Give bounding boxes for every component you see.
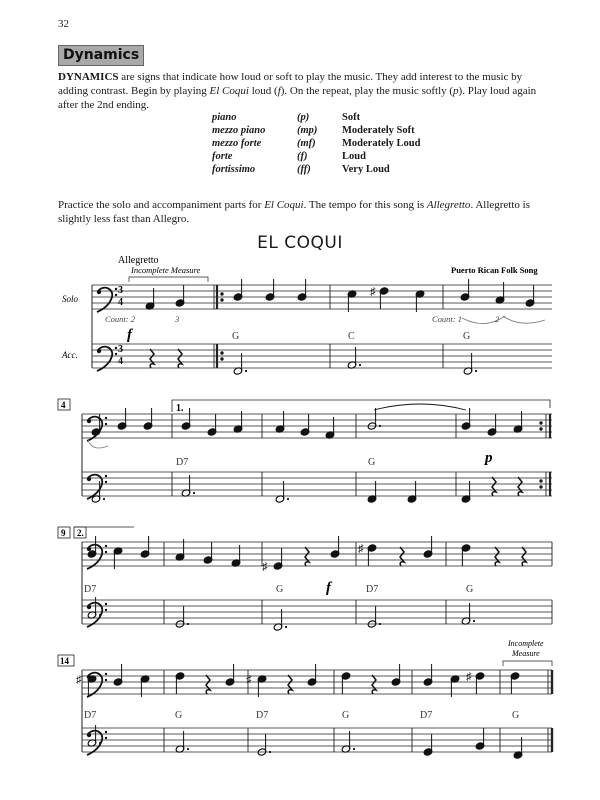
- practice-tempo: Allegretto: [426, 199, 471, 211]
- practice-text-1: Practice the solo and accompaniment parts for: [58, 199, 265, 211]
- repeat-dot: [221, 352, 223, 354]
- intro-f-symbol: f: [277, 85, 281, 97]
- bass-clef-dot: [115, 353, 117, 355]
- dynamics-symbol: (ff): [297, 164, 311, 175]
- intro-text-2: loud (: [248, 85, 278, 97]
- dynamics-meaning: Moderately Loud: [342, 138, 421, 149]
- repeat-dot: [221, 299, 223, 301]
- chord-symbol: G: [175, 710, 183, 721]
- bass-clef-dot: [115, 294, 117, 296]
- note-dot: [287, 498, 289, 500]
- intro-text-3: ). On the repeat, play the music softly (: [280, 85, 454, 97]
- dynamics-meaning: Loud: [342, 151, 366, 162]
- note-dot: [379, 425, 381, 427]
- quarter-rest: [372, 675, 376, 694]
- sharp-icon: ♯: [246, 674, 252, 686]
- repeat-dot: [221, 358, 223, 360]
- quarter-rest: [495, 547, 499, 566]
- time-signature-top: 3: [118, 344, 123, 355]
- dynamics-term: piano: [212, 112, 237, 123]
- bass-clef-dot: [97, 290, 101, 294]
- bass-clef-dot: [87, 733, 91, 737]
- bass-clef-dot: [105, 417, 107, 419]
- sharp-icon: ♯: [466, 671, 472, 683]
- quarter-rest: [518, 477, 522, 496]
- bass-clef-dot: [105, 475, 107, 477]
- note-dot: [473, 620, 475, 622]
- quarter-rest: [206, 675, 210, 694]
- bass-clef-dot: [115, 288, 117, 290]
- count-label: Count: 2: [105, 314, 135, 324]
- bass-clef-dot: [115, 347, 117, 349]
- bass-clef-dot: [105, 481, 107, 483]
- bass-clef-dot: [87, 547, 91, 551]
- note-dot: [187, 623, 189, 625]
- quarter-rest: [492, 477, 496, 496]
- acc-label: Acc.: [62, 350, 78, 360]
- chord-symbol: D7: [84, 710, 97, 721]
- bass-clefs: [87, 288, 117, 755]
- intro-song-name: El Coqui: [209, 85, 249, 97]
- dynamics-symbol: (p): [297, 112, 310, 123]
- sharp-icon: ♯: [262, 561, 268, 573]
- dynamics-term: mezzo piano: [212, 125, 266, 136]
- chord-symbol: C: [348, 331, 355, 342]
- dynamics-term: mezzo forte: [212, 138, 262, 149]
- bass-clef-dot: [97, 349, 101, 353]
- chord-symbol: D7: [256, 710, 269, 721]
- quarter-rest: [400, 547, 404, 566]
- note-dot: [359, 364, 361, 366]
- intro-p-symbol: p: [453, 85, 459, 97]
- incomplete-measure-label: Incomplete Measure: [131, 265, 201, 275]
- sharp-icon: ♯: [76, 674, 82, 686]
- bass-clef-dot: [105, 673, 107, 675]
- first-ending-bracket: [172, 400, 550, 412]
- intro-bold-term: DYNAMICS: [58, 71, 119, 83]
- bass-clef-dot: [105, 545, 107, 547]
- practice-text-3: . Allegretto is slightly less fast than Allegro.: [58, 199, 531, 225]
- bass-clef-dot: [105, 603, 107, 605]
- dynamics-meaning: Soft: [342, 112, 361, 123]
- repeat-dot: [540, 480, 542, 482]
- bass-clef-dot: [105, 609, 107, 611]
- quarter-rest: [288, 675, 292, 694]
- time-signature-bottom: 4: [118, 297, 123, 308]
- count-curve: [503, 316, 545, 323]
- note-dot: [379, 623, 381, 625]
- bass-clef-dot: [87, 605, 91, 609]
- repeat-dot: [540, 486, 542, 488]
- note-dot: [353, 748, 355, 750]
- dynamic-piano: p: [485, 450, 493, 466]
- note-dot: [475, 370, 477, 372]
- note-dot: [245, 370, 247, 372]
- end-incomplete-bracket: [503, 661, 552, 666]
- end-incomplete-label: Measure: [512, 649, 540, 658]
- first-ending-label: 1.: [176, 403, 184, 414]
- note-dot: [103, 498, 105, 500]
- chord-symbol: G: [512, 710, 520, 721]
- dynamics-symbol: (mf): [297, 138, 316, 149]
- quarter-rest: [305, 547, 309, 566]
- chord-symbol: D7: [84, 584, 97, 595]
- bass-clef-dot: [105, 423, 107, 425]
- dynamics-symbol: (f): [297, 151, 308, 162]
- section-heading: Dynamics: [58, 45, 144, 66]
- practice-song-name: El Coqui: [264, 199, 304, 211]
- chord-symbol: G: [463, 331, 471, 342]
- slur: [374, 404, 466, 410]
- note-dot: [187, 748, 189, 750]
- quarter-rest: [178, 349, 182, 368]
- dynamics-symbol: (mp): [297, 125, 318, 136]
- time-signature-bottom: 4: [118, 356, 123, 367]
- incomplete-measure-bracket: [129, 277, 208, 282]
- dynamic-forte: f: [127, 327, 132, 343]
- page-number: 32: [58, 18, 69, 30]
- score-decorations: [76, 286, 545, 686]
- chord-symbol: D7: [176, 457, 189, 468]
- chord-symbol: G: [466, 584, 474, 595]
- bass-clef-dot: [105, 737, 107, 739]
- count-label: Count: 1: [432, 314, 462, 324]
- composer-credit: Puerto Rican Folk Song: [451, 265, 538, 275]
- notes: [87, 279, 535, 759]
- quarter-rest: [522, 547, 526, 566]
- repeat-dot: [540, 422, 542, 424]
- second-ending-label: 2.: [77, 528, 84, 538]
- dynamics-term: forte: [212, 151, 233, 162]
- song-title: EL COQUI: [257, 233, 343, 253]
- bass-clef-dot: [87, 419, 91, 423]
- bass-clef-dot: [105, 731, 107, 733]
- chord-symbol: G: [368, 457, 376, 468]
- quarter-rest: [150, 349, 154, 368]
- sharp-icon: ♯: [370, 286, 376, 298]
- note-dot: [99, 742, 101, 744]
- dynamics-meaning: Moderately Soft: [342, 125, 415, 136]
- count-number: 2: [495, 314, 500, 324]
- repeat-dot: [221, 293, 223, 295]
- note-dot: [285, 626, 287, 628]
- measure-number: 9: [61, 528, 66, 538]
- measure-number: 4: [61, 400, 66, 410]
- bass-clef-dot: [87, 477, 91, 481]
- bass-clef-dot: [105, 679, 107, 681]
- bass-clef-dot: [105, 551, 107, 553]
- intro-text-4: ). Play loud again after the 2nd ending.: [58, 85, 537, 111]
- dynamics-meaning: Very Loud: [342, 164, 390, 175]
- dynamics-term: fortissimo: [212, 164, 256, 175]
- sharp-icon: ♯: [358, 543, 364, 555]
- count-curve: [88, 440, 108, 448]
- note-dot: [99, 614, 101, 616]
- chord-symbol: D7: [420, 710, 433, 721]
- end-incomplete-label: Incomplete: [508, 639, 544, 648]
- dynamic-forte: f: [326, 580, 331, 596]
- repeat-dot: [540, 428, 542, 430]
- chord-symbol: G: [232, 331, 240, 342]
- chord-symbol: G: [342, 710, 350, 721]
- note-dot: [269, 751, 271, 753]
- time-signature-top: 3: [118, 285, 123, 296]
- solo-label: Solo: [62, 294, 79, 304]
- note-dot: [193, 492, 195, 494]
- tempo-marking: Allegretto: [118, 255, 159, 266]
- intro-text-1: are signs that indicate how loud or soft to play the music. They add interest to the music by adding contrast. Begin by playing: [58, 71, 523, 97]
- count-number: 3: [175, 314, 180, 324]
- chord-symbol: G: [276, 584, 284, 595]
- chord-symbol: D7: [366, 584, 379, 595]
- measure-number: 14: [60, 656, 69, 666]
- practice-text-2: . The tempo for this song is: [303, 199, 427, 211]
